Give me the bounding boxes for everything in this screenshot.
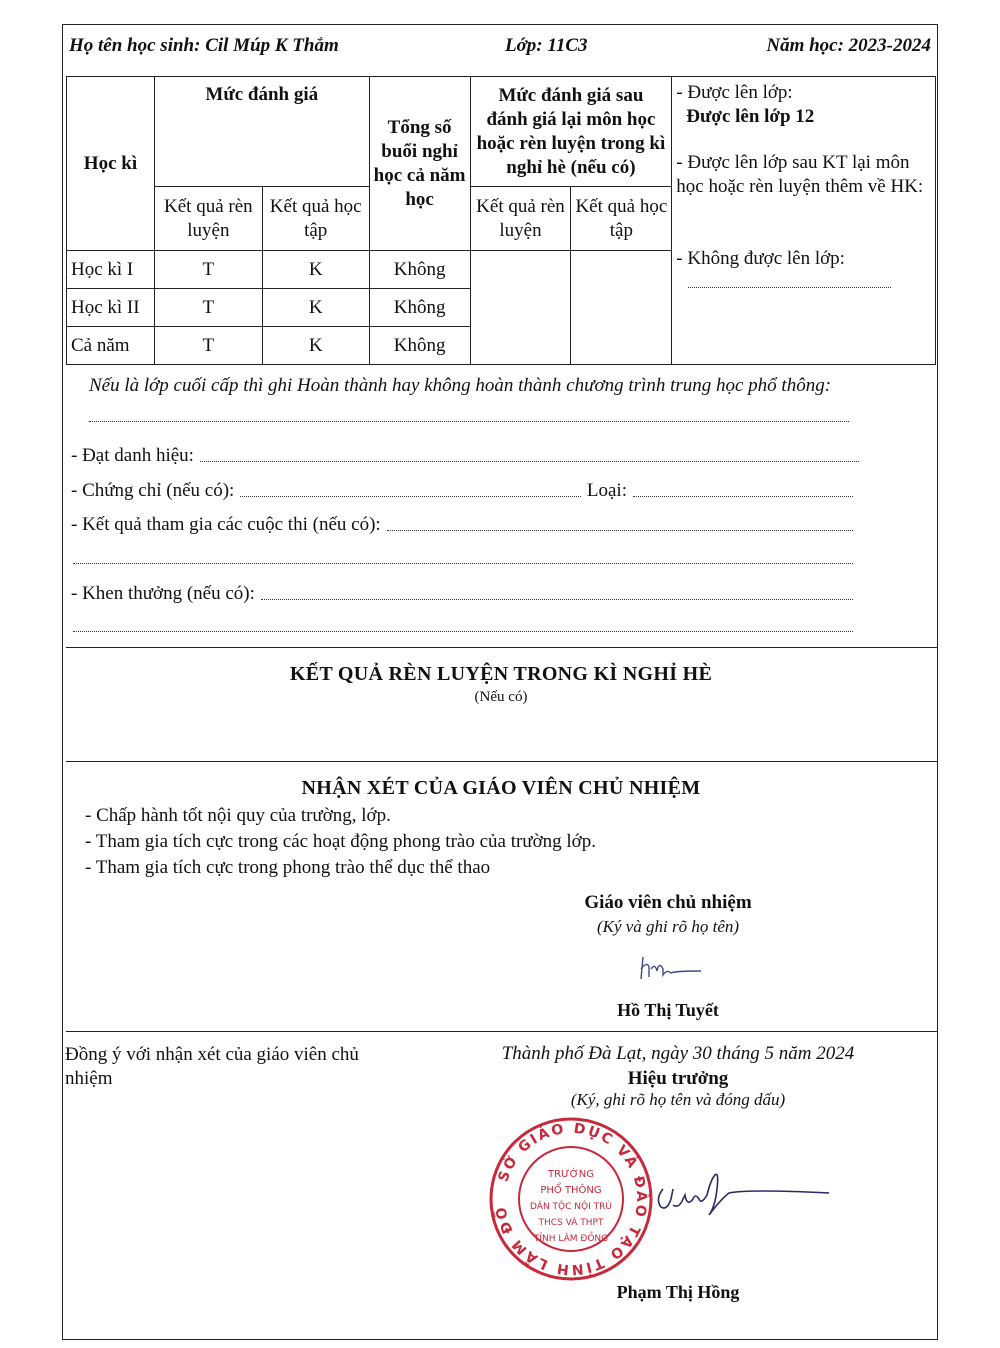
sub-re-conduct: Kết quả rèn luyện — [470, 187, 571, 251]
report-page — [62, 24, 938, 1340]
study-cell: K — [262, 327, 369, 365]
divider — [66, 1031, 938, 1032]
term-cell: Cả năm — [67, 327, 155, 365]
promoted-label: - Được lên lớp: — [676, 82, 793, 103]
header-re-evaluation: Mức đánh giá sau đánh giá lại môn học hoặc rèn luyện trong kì nghỉ hè (nếu có) — [470, 77, 672, 187]
teacher-signature-icon — [635, 951, 715, 987]
stamp-ring-text: SỞ GIÁO DỤC VÀ ĐÀO TẠO TỈNH LÂM ĐỒ — [493, 1120, 650, 1278]
re-study-cell — [571, 251, 672, 365]
absent-cell: Không — [369, 289, 470, 327]
reward-label: - Khen thưởng (nếu có): — [71, 583, 255, 604]
sub-study: Kết quả học tập — [262, 187, 369, 251]
divider — [66, 647, 938, 648]
conduct-cell: T — [154, 327, 262, 365]
principal-role: Hiệu trưởng — [627, 1068, 729, 1089]
conduct-cell: T — [154, 251, 262, 289]
award-line — [71, 445, 859, 467]
principal-name: Phạm Thị Hồng — [616, 1282, 740, 1302]
contest-dots-2 — [73, 559, 853, 564]
grade-table — [66, 76, 936, 365]
final-year-note: Nếu là lớp cuối cấp thì ghi Hoàn thành hay không hoàn thành chương trình trung học phổ thông: — [89, 375, 832, 396]
conduct-cell: T — [154, 289, 262, 327]
teacher-sign-note: (Ký và ghi rõ họ tên) — [596, 917, 740, 936]
summer-title: KẾT QUẢ RÈN LUYỆN TRONG KÌ NGHỈ HÈ — [289, 663, 713, 685]
header-evaluation: Mức đánh giá — [154, 77, 369, 187]
term-cell: Học kì I — [67, 251, 155, 289]
absent-cell: Không — [369, 327, 470, 365]
study-cell: K — [262, 289, 369, 327]
place-date: Thành phố Đà Lạt, ngày 30 tháng 5 năm 2024 — [501, 1043, 855, 1064]
stamp-line: DÂN TỘC NỘI TRÚ — [530, 1202, 612, 1212]
contest-label: - Kết quả tham gia các cuộc thi (nếu có): — [71, 514, 381, 535]
certificate-label: - Chứng chỉ (nếu có): — [71, 480, 235, 501]
comment-item: - Chấp hành tốt nội quy của trường, lớp. — [85, 805, 391, 826]
teacher-comment-title: NHẬN XÉT CỦA GIÁO VIÊN CHỦ NHIỆM — [301, 777, 701, 799]
award-label: - Đạt danh hiệu: — [71, 445, 194, 466]
divider — [66, 761, 938, 762]
sub-re-study: Kết quả học tập — [571, 187, 672, 251]
seal-icon — [487, 1115, 655, 1283]
promoted-value: Được lên lớp 12 — [686, 106, 815, 127]
reward-line — [71, 583, 853, 605]
principal-sign-note: (Ký, ghi rõ họ tên và đóng dấu) — [570, 1090, 786, 1109]
certificate-type-dots — [633, 480, 853, 497]
not-promoted-dots — [688, 281, 891, 288]
stamp-line: TRƯỜNG — [548, 1169, 594, 1180]
comment-item: - Tham gia tích cực trong các hoạt động phong trào của trường lớp. — [85, 831, 596, 852]
contest-dots — [387, 514, 853, 531]
after-retest-label: - Được lên lớp sau KT lại môn học hoặc rèn luyện thêm về HK: — [676, 152, 924, 197]
school-year: Năm học: 2023-2024 — [766, 35, 931, 56]
comment-item: - Tham gia tích cực trong phong trào thể dục thể thao — [85, 857, 491, 878]
stamp-line: THCS VÀ THPT — [538, 1218, 604, 1228]
school-stamp — [487, 1115, 655, 1283]
student-name: Họ tên học sinh: Cil Múp K Thắm — [69, 35, 339, 56]
award-dots — [200, 445, 859, 462]
stamp-line: TỈNH LÂM ĐỒNG — [533, 1234, 609, 1244]
term-cell: Học kì II — [67, 289, 155, 327]
teacher-comments — [85, 803, 596, 881]
study-cell: K — [262, 251, 369, 289]
class-name: Lớp: 11C3 — [505, 35, 588, 56]
certificate-dots — [240, 480, 581, 497]
teacher-role: Giáo viên chủ nhiệm — [584, 892, 752, 913]
re-conduct-cell — [470, 251, 571, 365]
summer-subtitle: (Nếu có) — [474, 689, 528, 705]
reward-dots-2 — [73, 627, 853, 632]
reward-dots — [261, 583, 853, 600]
certificate-line — [71, 480, 853, 502]
teacher-name: Hồ Thị Tuyết — [617, 1000, 719, 1020]
header-total-absent: Tổng số buổi nghỉ học cả năm học — [369, 77, 470, 251]
not-promoted-label: - Không được lên lớp: — [676, 248, 845, 269]
sub-conduct: Kết quả rèn luyện — [154, 187, 262, 251]
absent-cell: Không — [369, 251, 470, 289]
final-year-dots — [89, 417, 849, 422]
promotion-cell — [672, 77, 936, 365]
principal-signature-icon — [649, 1159, 839, 1225]
stamp-line: PHỔ THÔNG — [540, 1185, 602, 1196]
header-semester: Học kì — [67, 77, 155, 251]
contest-line — [71, 514, 853, 536]
agree-note: Đồng ý với nhận xét của giáo viên chủ nhiệm — [65, 1044, 359, 1089]
certificate-type-label: Loại: — [586, 480, 627, 501]
